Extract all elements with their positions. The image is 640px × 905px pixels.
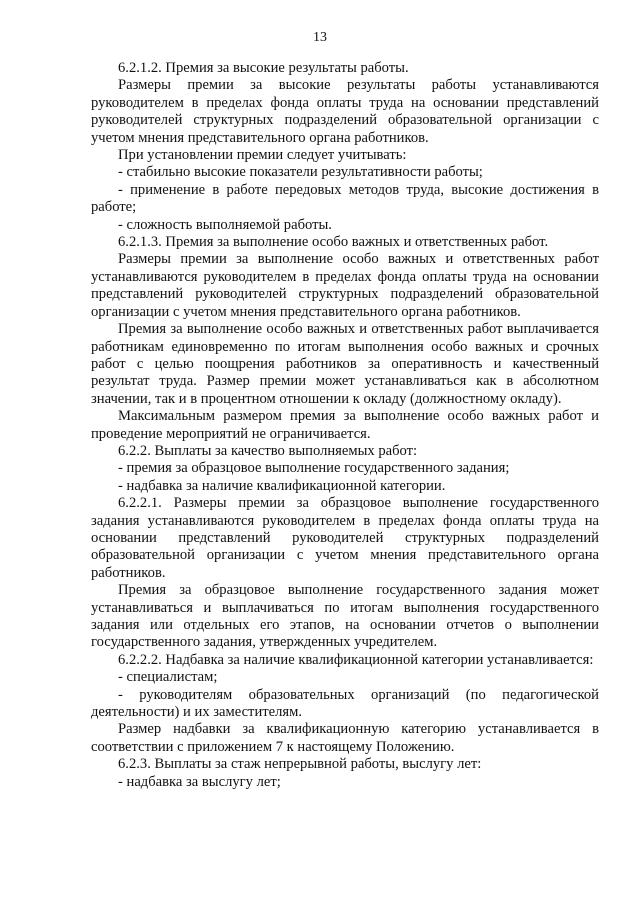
section-heading-6-2-1-3: 6.2.1.3. Премия за выполнение особо важных и ответственных работ. [118,234,549,251]
paragraph: Премия за образцовое выполнение государственного задания может устанавливаться и выплачиваться по итогам выполнения государственного задания или отдельных его этапов, на основании отчетов о выполнении государственного задания, утвержденных учредителем. [91,582,599,651]
section-heading-6-2-2-2: 6.2.2.2. Надбавка за наличие квалификационной категории устанавливается: [118,651,594,668]
document-body [91,60,599,791]
section-heading-6-2-2: 6.2.2. Выплаты за качество выполняемых работ: [118,442,418,459]
section-heading-6-2-1-2: 6.2.1.2. Премия за высокие результаты работы. [118,60,409,76]
list-item: - премия за образцовое выполнение государственного задания; [118,460,510,477]
page-number: 13 [313,30,327,45]
paragraph: 6.2.2.1. Размеры премии за образцовое выполнение государственного задания устанавливаются руководителем в пределах фонда оплаты труда на основании представлений руководителей структурных подразделений образовательной организации с учетом мнения представительного органа работников. [91,495,599,581]
list-item: - сложность выполняемой работы. [118,216,332,233]
paragraph: Размеры премии за высокие результаты работы устанавливаются руководителем в пределах фонда оплаты труда на основании представлений руководителей структурных подразделений образовательной организации с учетом мнения представительного органа работников. [91,77,599,146]
paragraph: Максимальным размером премия за выполнение особо важных работ и проведение мероприятий не ограничивается. [91,408,599,442]
section-heading-6-2-3: 6.2.3. Выплаты за стаж непрерывной работы, выслугу лет: [118,756,482,773]
list-item: - применение в работе передовых методов труда, высокие достижения в работе; [91,181,599,216]
list-item: - стабильно высокие показатели результативности работы; [118,164,483,181]
list-item: - надбавка за наличие квалификационной категории. [118,477,446,494]
list-item: - руководителям образовательных организаций (по педагогической деятельности) и их заместителям. [91,686,599,721]
list-item: - надбавка за выслугу лет; [118,773,281,790]
paragraph: При установлении премии следует учитывать: [118,147,407,164]
list-item: - специалистам; [118,669,218,686]
paragraph: Премия за выполнение особо важных и ответственных работ выплачивается работникам единовременно по итогам выполнения особо важных и срочных работ с целью поощрения работников за оперативность и качественный результат труда. Размер премии может устанавливаться как в абсолютном значении, так и в процентном отношении к окладу (должностному окладу). [91,321,599,407]
paragraph: Размеры премии за выполнение особо важных и ответственных работ устанавливаются руководителем в пределах фонда оплаты труда на основании представлений руководителей структурных подразделений образовательной организации с учетом мнения представительного органа работников. [91,251,599,320]
paragraph: Размер надбавки за квалификационную категорию устанавливается в соответствии с приложением 7 к настоящему Положению. [91,721,599,755]
